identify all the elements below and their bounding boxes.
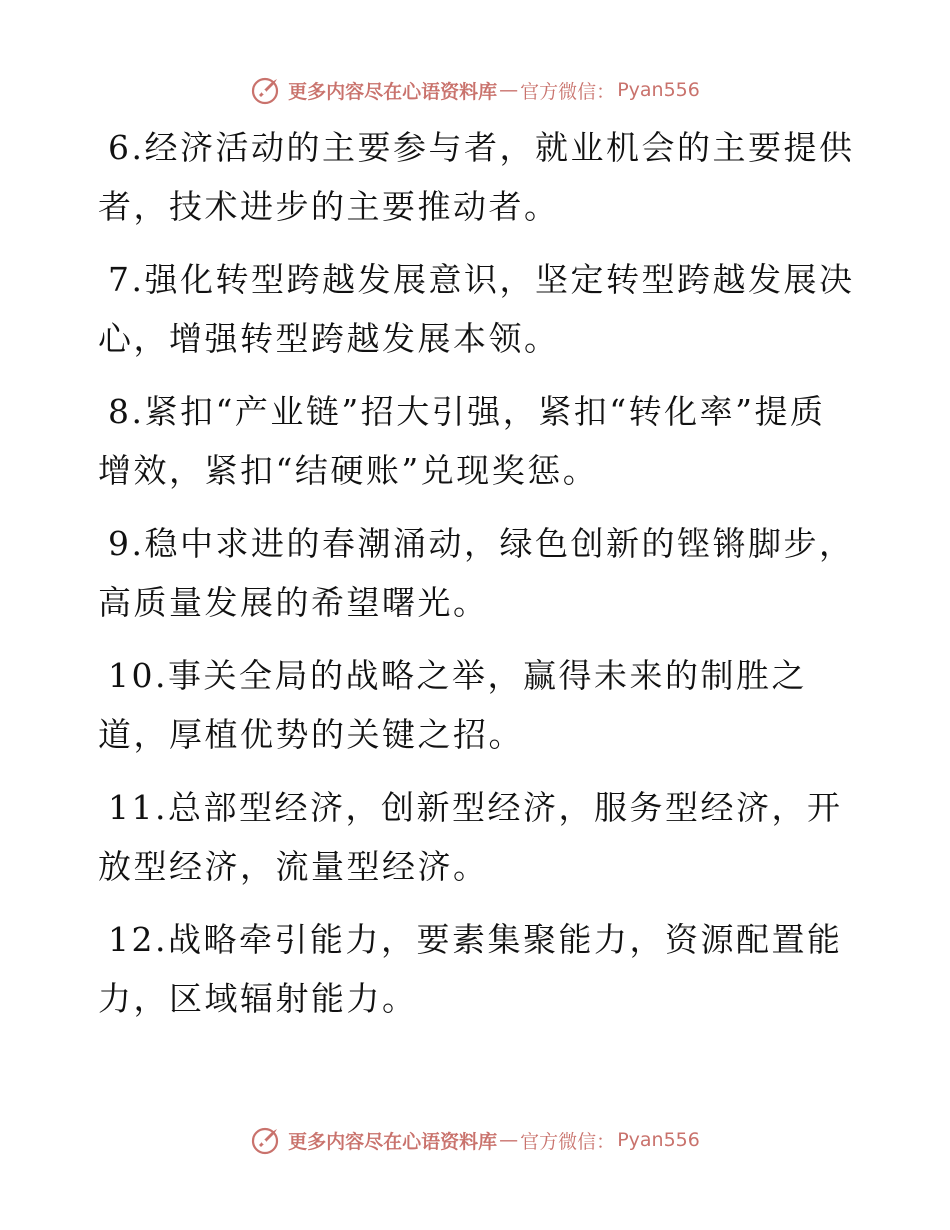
header-watermark bbox=[0, 70, 950, 110]
item-number: 6. bbox=[108, 128, 145, 167]
item-text: 经济活动的主要参与者，就业机会的主要提供者，技术进步的主要推动者。 bbox=[98, 128, 855, 226]
list-item-10 bbox=[98, 646, 858, 764]
item-number: 8. bbox=[108, 392, 145, 431]
item-number: 10. bbox=[108, 656, 168, 695]
watermark-wechat-label: 官方微信： bbox=[520, 80, 616, 103]
item-number: 9. bbox=[108, 524, 145, 563]
pen-logo-icon bbox=[250, 1123, 284, 1157]
item-number: 7. bbox=[108, 260, 145, 299]
list-item-12 bbox=[98, 910, 858, 1028]
list-item-9 bbox=[98, 514, 858, 632]
watermark-text: 更多内容尽在心语资料库 bbox=[288, 1130, 498, 1153]
watermark-text: 更多内容尽在心语资料库 bbox=[288, 80, 498, 103]
item-text: 总部型经济，创新型经济，服务型经济，开放型经济，流量型经济。 bbox=[98, 788, 843, 886]
watermark-separator: — bbox=[499, 79, 519, 101]
pen-logo-icon bbox=[250, 73, 284, 107]
item-text: 紧扣“产业链”招大引强，紧扣“转化率”提质增效，紧扣“结硬账”兑现奖惩。 bbox=[98, 392, 826, 490]
list-item-7 bbox=[98, 250, 858, 368]
item-text: 稳中求进的春潮涌动，绿色创新的铿锵脚步，高质量发展的希望曙光。 bbox=[98, 524, 855, 622]
list-item-8 bbox=[98, 382, 858, 500]
list-item-6 bbox=[98, 118, 858, 236]
list-item-11 bbox=[98, 778, 858, 896]
item-text: 战略牵引能力，要素集聚能力，资源配置能力，区域辐射能力。 bbox=[98, 920, 843, 1018]
item-number: 11. bbox=[108, 788, 168, 827]
item-text: 强化转型跨越发展意识，坚定转型跨越发展决心，增强转型跨越发展本领。 bbox=[98, 260, 855, 358]
watermark-wechat-label: 官方微信： bbox=[520, 1130, 616, 1153]
document-body bbox=[98, 118, 858, 1042]
watermark-separator: — bbox=[499, 1129, 519, 1151]
item-number: 12. bbox=[108, 920, 168, 959]
footer-watermark bbox=[0, 1120, 950, 1160]
item-text: 事关全局的战略之举，赢得未来的制胜之道，厚植优势的关键之招。 bbox=[98, 656, 807, 754]
watermark-wechat-id: Pyan556 bbox=[617, 79, 700, 101]
watermark-wechat-id: Pyan556 bbox=[617, 1129, 700, 1151]
